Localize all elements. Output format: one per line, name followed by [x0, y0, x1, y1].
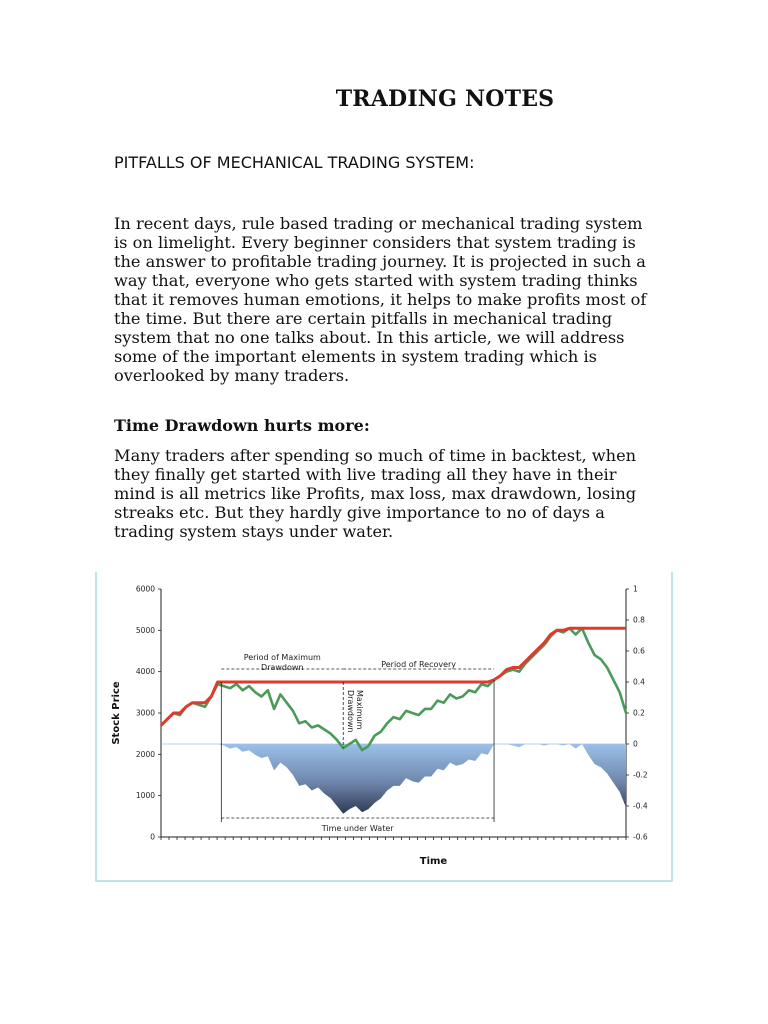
period-recovery-label: Period of Recovery	[381, 660, 457, 669]
peak-series-line	[161, 628, 626, 725]
y-left-tick-label: 3000	[135, 708, 155, 718]
y-right-tick-label: -0.2	[633, 770, 648, 780]
max-drawdown-label: Drawdown	[346, 690, 356, 733]
y-right-tick-label: 0.8	[633, 615, 645, 625]
y-axis-label: Stock Price	[111, 681, 122, 745]
y-right-tick-label: 0	[633, 739, 638, 749]
price-series-line	[161, 628, 626, 750]
y-left-tick-label: 1000	[135, 791, 155, 801]
y-right-tick-label: -0.4	[633, 801, 648, 811]
page-title: TRADING NOTES	[335, 86, 555, 112]
y-left-tick-label: 2000	[135, 749, 155, 759]
time-under-water-label: Time under Water	[321, 824, 394, 833]
underwater-area	[161, 744, 626, 814]
period-max-drawdown-label: Drawdown	[261, 663, 304, 672]
period-max-drawdown-label: Period of Maximum	[243, 653, 321, 662]
y-right-tick-label: 0.2	[633, 708, 645, 718]
y-right-tick-label: 0.6	[633, 646, 645, 656]
y-left-tick-label: 5000	[135, 625, 155, 635]
underwater-area-path	[161, 744, 626, 814]
y-left-tick-label: 0	[150, 832, 155, 842]
section-heading: Time Drawdown hurts more:	[114, 416, 370, 435]
y-right-tick-label: 1	[633, 584, 638, 594]
y-right-tick-label: -0.6	[633, 832, 648, 842]
max-drawdown-label: Maximum	[355, 690, 365, 730]
y-right-tick-label: 0.4	[633, 677, 645, 687]
section-subtitle: PITFALLS OF MECHANICAL TRADING SYSTEM:	[114, 153, 475, 172]
y-left-tick-label: 6000	[135, 584, 155, 594]
drawdown-chart	[95, 572, 673, 882]
x-axis-label: Time	[419, 856, 448, 867]
intro-paragraph: In recent days, rule based trading or mechanical trading system is on limelight. Every beginner considers that system trading is the answer to profitable trading journey. It is projected in such a way that, everyone who gets started with system trading thinks that it removes human emotions, it helps to make profits most of the time. But there are certain pitfalls in mechanical trading system that no one talks about. In this article, we will address some of the important elements in system trading which is overlooked by many traders.	[114, 214, 647, 385]
chart-lines	[161, 628, 626, 750]
y-left-tick-label: 4000	[135, 667, 155, 677]
body-paragraph: Many traders after spending so much of time in backtest, when they finally get started with live trading all they have in their mind is all metrics like Profits, max loss, max drawdown, losing streaks etc. But they hardly give importance to no of days a trading system stays under water.	[114, 446, 637, 541]
